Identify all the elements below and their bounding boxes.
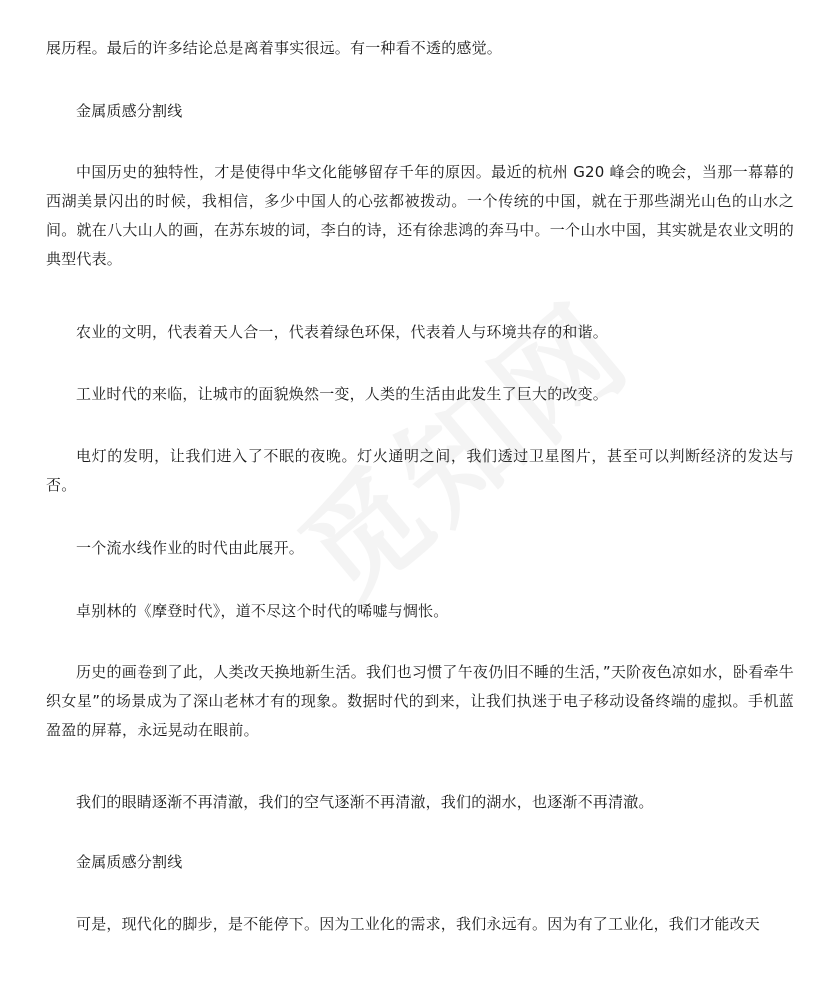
paragraph: 工业时代的来临，让城市的面貌焕然一变，人类的生活由此发生了巨大的改变。 bbox=[76, 385, 609, 403]
paragraph-continued: 展历程。最后的许多结论总是离着事实很远。有一种看不透的感觉。 bbox=[46, 39, 503, 57]
paragraph: 农业的文明，代表着天人合一，代表着绿色环保，代表着人与环境共存的和谐。 bbox=[76, 323, 609, 341]
paragraph: 我们的眼睛逐渐不再清澈，我们的空气逐渐不再清澈，我们的湖水，也逐渐不再清澈。 bbox=[76, 793, 654, 811]
paragraph: 中国历史的独特性，才是使得中华文化能够留存千年的原因。最近的杭州 G20 峰会的晚会，当那一幕幕的西湖美景闪出的时候，我相信，多少中国人的心弦都被拨动。一个传统的中国，就在于那些湖光山色的山水之间。就在八大山人的画，在苏东坡的词，李白的诗，还有徐悲鸿的奔马中。一个山水中国，其实就是农业文明的典型代表。 bbox=[46, 163, 794, 268]
paragraph: 一个流水线作业的时代由此展开。 bbox=[76, 539, 305, 557]
divider-heading: 金属质感分割线 bbox=[76, 102, 183, 120]
paragraph-truncated: 可是，现代化的脚步，是不能停下。因为工业化的需求，我们永远有。因为有了工业化，我们才能改天 bbox=[76, 915, 761, 933]
paragraph: 电灯的发明，让我们进入了不眠的夜晚。灯火通明之间，我们透过卫星图片，甚至可以判断经济的发达与否。 bbox=[46, 447, 794, 494]
divider-heading: 金属质感分割线 bbox=[76, 853, 183, 871]
paragraph: 历史的画卷到了此，人类改天换地新生活。我们也习惯了午夜仍旧不睡的生活，”天阶夜色凉如水，卧看牵牛织女星”的场景成为了深山老林才有的现象。数据时代的到来，让我们执迷于电子移动设备终端的虚拟。手机蓝盈盈的屏幕，永远晃动在眼前。 bbox=[46, 663, 794, 739]
paragraph: 卓别林的《摩登时代》，道不尽这个时代的唏嘘与惆怅。 bbox=[76, 602, 449, 620]
